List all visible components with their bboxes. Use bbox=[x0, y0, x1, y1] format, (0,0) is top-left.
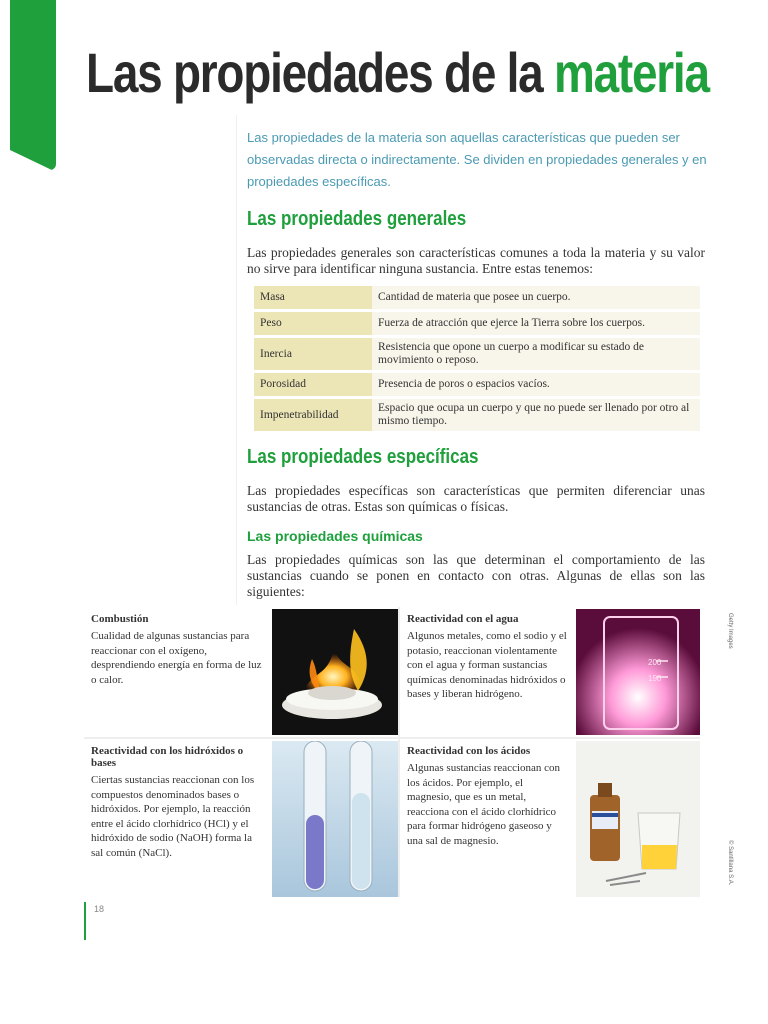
quimicas-paragraph: Las propiedades químicas son las que determinan el comportamiento de las sustancias cuando se ponen en contacto con otras. Algunas de ellas son las siguientes: bbox=[247, 552, 705, 599]
combustion-image bbox=[272, 609, 398, 735]
beaker-label: 150 bbox=[648, 674, 662, 683]
card-body: Algunas sustancias reaccionan con los ácidos. Por ejemplo, el magnesio, que es un metal, reacciona con el ácido clorhídrico para formar hidrógeno gaseoso y una sal de magnesio. bbox=[407, 762, 561, 847]
title-accent: materia bbox=[554, 41, 709, 104]
card-title: Reactividad con los ácidos bbox=[407, 745, 531, 757]
section-heading-especificas: Las propiedades específicas bbox=[247, 446, 479, 468]
photo-credit-getty: Getty Images bbox=[727, 613, 733, 649]
grid-divider-horizontal bbox=[84, 737, 700, 739]
page-title bbox=[86, 40, 709, 105]
table-row bbox=[254, 312, 700, 335]
photo-credit-santillana: © Santillana S.A. bbox=[727, 840, 733, 886]
intro-paragraph: Las propiedades de la materia son aquellas características que pueden ser observadas directa o indirectamente. Se dividen en propiedades generales y en propiedades específicas. bbox=[247, 130, 707, 189]
table-definition: Fuerza de atracción que ejerce la Tierra sobre los cuerpos. bbox=[372, 312, 700, 335]
card-body: Cualidad de algunas sustancias para reaccionar con el oxígeno, desprendiendo energía en forma de luz o calor. bbox=[91, 630, 262, 686]
card-reactividad-acidos bbox=[407, 745, 567, 848]
chemical-properties-grid bbox=[84, 607, 733, 897]
properties-table bbox=[254, 283, 700, 434]
card-title: Reactividad con el agua bbox=[407, 613, 519, 625]
table-term: Porosidad bbox=[254, 373, 372, 396]
table-definition: Espacio que ocupa un cuerpo y que no puede ser llenado por otro al mismo tiempo. bbox=[372, 399, 700, 431]
card-combustion bbox=[91, 613, 263, 687]
subsection-heading-quimicas: Las propiedades químicas bbox=[247, 528, 423, 544]
title-main: Las propiedades de la bbox=[86, 41, 555, 104]
table-definition: Presencia de poros o espacios vacíos. bbox=[372, 373, 700, 396]
generales-paragraph: Las propiedades generales son características comunes a toda la materia y su valor no sirve para identificar ninguna sustancia. Entre estas tenemos: bbox=[247, 245, 705, 276]
card-body: Ciertas sustancias reaccionan con los compuestos denominados bases o hidróxidos. Por ejemplo, la reacción entre el ácido clorhídrico (HCl) y el hidróxido de sodio (NaOH) forma la sal común (NaCl). bbox=[91, 774, 255, 859]
table-row bbox=[254, 399, 700, 431]
column-divider bbox=[236, 115, 237, 605]
section-heading-generales: Las propiedades generales bbox=[247, 208, 467, 230]
table-term: Masa bbox=[254, 286, 372, 309]
table-definition: Resistencia que opone un cuerpo a modificar su estado de movimiento o reposo. bbox=[372, 338, 700, 370]
test-tubes-image bbox=[272, 741, 398, 897]
page-number-bar bbox=[84, 902, 86, 940]
chapter-tab-notch bbox=[10, 150, 56, 172]
acid-reaction-image bbox=[576, 741, 700, 897]
table-term: Inercia bbox=[254, 338, 372, 370]
table-row bbox=[254, 286, 700, 309]
page-number: 18 bbox=[94, 904, 105, 914]
table-term: Impenetrabilidad bbox=[254, 399, 372, 431]
beaker-label: 200 bbox=[648, 658, 662, 667]
card-title: Reactividad con los hidróxidos o bases bbox=[91, 745, 244, 769]
card-body: Algunos metales, como el sodio y el potasio, reaccionan violentamente con el agua y forman sustancias químicas denominadas hidróxidos o bases y liberan hidrógeno. bbox=[407, 630, 567, 700]
card-reactividad-hidroxidos bbox=[91, 745, 263, 860]
table-definition: Cantidad de materia que posee un cuerpo. bbox=[372, 286, 700, 309]
card-title: Combustión bbox=[91, 613, 149, 625]
grid-divider-vertical bbox=[398, 607, 400, 897]
especificas-paragraph: Las propiedades específicas son características que permiten diferenciar unas sustancias de otras. Estas son químicas o físicas. bbox=[247, 483, 705, 514]
table-term: Peso bbox=[254, 312, 372, 335]
chapter-tab bbox=[10, 0, 56, 170]
table-row bbox=[254, 373, 700, 396]
table-row bbox=[254, 338, 700, 370]
water-reaction-image bbox=[576, 609, 700, 735]
card-reactividad-agua bbox=[407, 613, 567, 702]
